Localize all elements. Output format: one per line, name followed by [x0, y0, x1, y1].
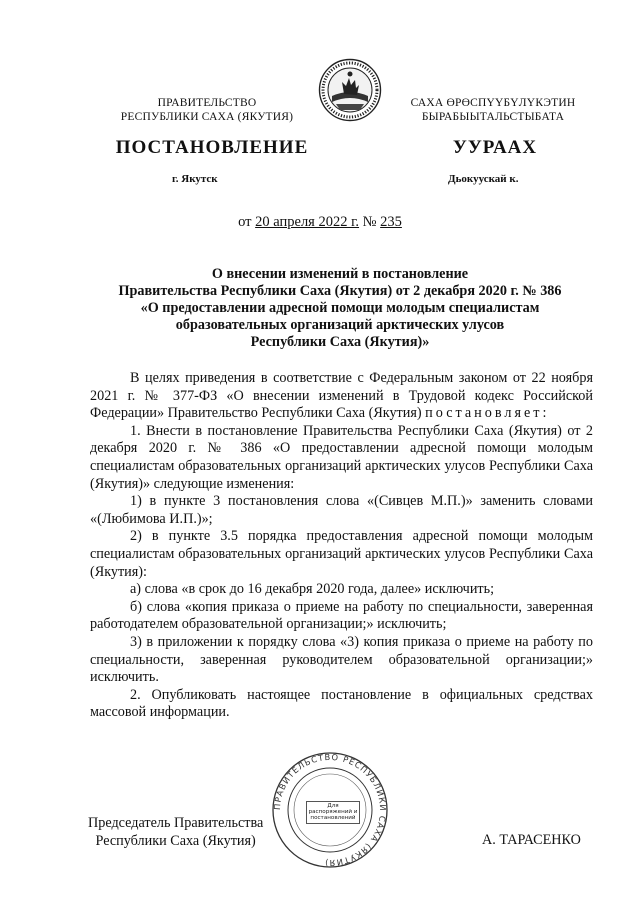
subject-line: О внесении изменений в постановление: [211, 266, 469, 282]
paragraph-1-2-a: а) слова «в срок до 16 декабря 2020 года, далее» исключить;: [130, 581, 495, 598]
seal-text: ПРАВИТЕЛЬСТВО РЕСПУБЛИКИ САХА (ЯКУТИЯ): [271, 751, 389, 869]
paragraph-1-1: 1) в пункте 3 постановления слова «(Сивцев М.П.)» заменить словами «(Любимова И.П.)»;: [90, 493, 593, 527]
number-sign: №: [362, 214, 377, 230]
subject-line: Республики Саха (Якутия)»: [250, 334, 430, 350]
document-number: 235: [380, 214, 402, 230]
doc-type-title-ru: ПОСТАНОВЛЕНИЕ: [115, 137, 309, 158]
city-sakha: Дьокуускай к.: [448, 173, 519, 185]
header-left-line2: РЕСПУБЛИКИ САХА (ЯКУТИЯ): [120, 111, 294, 123]
paragraph-1-2: 2) в пункте 3.5 порядка предоставления адресной помощи молодым специалистам образовательных организаций арктических улусов Республики Саха (Якутия):: [90, 528, 593, 580]
header-right-line2: БЫРАБЫЫТАЛЬСТЫБАТА: [421, 111, 565, 123]
seal-label: Для распоряжений и постановлений: [306, 801, 360, 824]
signatory-position-line2: Республики Саха (Якутия): [95, 832, 256, 849]
doc-type-title-sakha: УУРААХ: [452, 137, 538, 158]
resolves-word: постановляет:: [425, 405, 550, 422]
signatory-position: [88, 815, 263, 850]
intro-text: В целях приведения в соответствие с Федеральным законом от 22 ноября 2021 г. № 377-ФЗ «О внесении изменений в Трудовой кодекс Российской Федерации» Правительство Республики Саха (Якутия): [90, 370, 593, 422]
subject-line: образовательных организаций арктических улусов: [175, 317, 505, 333]
signatory-name: А. ТАРАСЕНКО: [482, 832, 581, 848]
header-left-line1: ПРАВИТЕЛЬСТВО: [157, 97, 257, 109]
paragraph-2: 2. Опубликовать настоящее постановление в официальных средствах массовой информации.: [90, 686, 593, 721]
date-prefix: от: [238, 214, 252, 230]
date-number-line: [0, 214, 640, 231]
paragraph-1-2-b: б) слова «копия приказа о приеме на работу по специальности, заверенная работодателем образовательной организации;» исключить;: [90, 598, 593, 633]
coat-of-arms-emblem: [318, 58, 382, 122]
paragraph-1-3: 3) в приложении к порядку слова «3) копия приказа о приеме на работу по специальности, заверенная руководителем образовательной организации;» исключить.: [90, 633, 593, 686]
document-date: 20 апреля 2022 г.: [255, 214, 360, 230]
header-right: [388, 96, 598, 124]
subject-line: «О предоставлении адресной помощи молодым специалистам: [140, 300, 540, 316]
header-right-line1: САХА ӨРӨСПҮҮБҮЛҮКЭТИН: [410, 97, 576, 109]
document-subject: [90, 266, 590, 351]
signatory-position-line1: Председатель Правительства: [88, 815, 264, 831]
header-left: [112, 96, 302, 124]
paragraph-1: 1. Внести в постановление Правительства Республики Саха (Якутия) от 2 декабря 2020 г. № 386 «О предоставлении адресной помощи молодым специалистам образовательных организаций арктических улусов Республики Саха (Якутия)» следующие изменения:: [90, 422, 593, 492]
intro-paragraph: [90, 370, 593, 423]
document-body: [90, 370, 593, 722]
city-ru: г. Якутск: [172, 173, 218, 185]
subject-line: Правительства Республики Саха (Якутия) от 2 декабря 2020 г. № 386: [118, 283, 562, 299]
